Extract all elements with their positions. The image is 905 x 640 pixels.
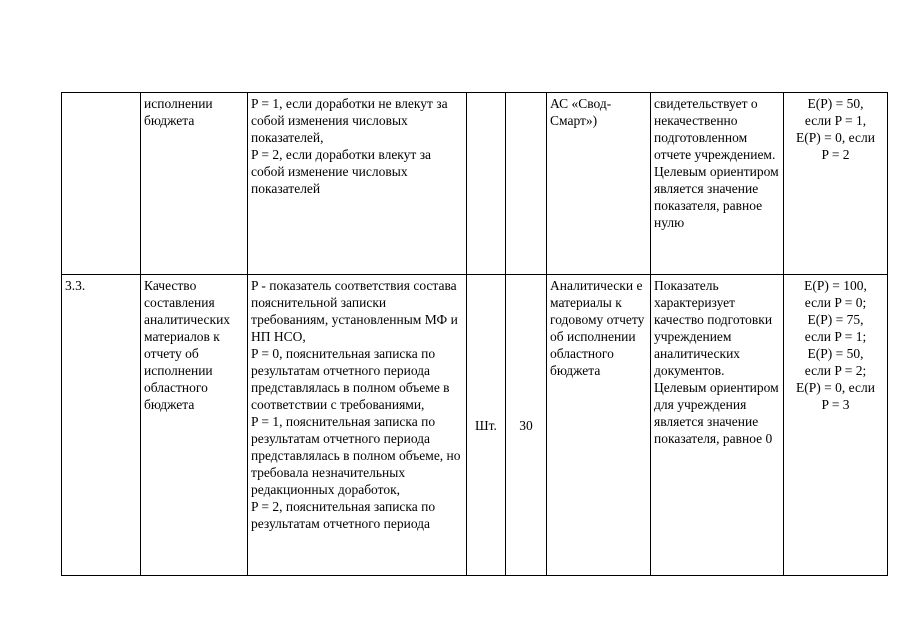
weight-cell: 30 [506, 275, 547, 576]
evaluation-cell: E(P) = 100, если P = 0; E(P) = 75, если P = 1; E(P) = 50, если P = 2; E(P) = 0, если P = 3 [784, 275, 888, 576]
formula-cell: P - показатель соответствия состава пояснительной записки требованиям, установленным МФ и НП НСО, P = 0, пояснительная записка по результатам отчетного периода представлялась в полном объеме в соответствии с требованиями, P = 1, пояснительная записка по результатам отчетного периода представлялась в полном объеме, но требовала незначительных редакционных доработок, P = 2, пояснительная записка по результатам отчетного периода [248, 275, 467, 576]
unit-cell: Шт. [467, 275, 506, 576]
source-cell: АС «Свод-Смарт») [547, 93, 651, 275]
indicator-table [61, 92, 888, 576]
weight-cell [506, 93, 547, 275]
unit-cell [467, 93, 506, 275]
comment-cell: Показатель характеризует качество подготовки учреждением аналитических документов. Целевым ориентиром для учреждения является значение показателя, равное 0 [651, 275, 784, 576]
indicator-name-cell: исполнении бюджета [141, 93, 248, 275]
evaluation-cell: E(P) = 50, если P = 1, E(P) = 0, если P = 2 [784, 93, 888, 275]
row-number-cell: 3.3. [62, 275, 141, 576]
row-number-cell [62, 93, 141, 275]
source-cell: Аналитически е материалы к годовому отчету об исполнении областного бюджета [547, 275, 651, 576]
table-row [62, 93, 888, 275]
comment-cell: свидетельствует о некачественно подготовленном отчете учреждением. Целевым ориентиром является значение показателя, равное нулю [651, 93, 784, 275]
table-row [62, 275, 888, 576]
indicator-name-cell: Качество составления аналитических материалов к отчету об исполнении областного бюджета [141, 275, 248, 576]
formula-cell: P = 1, если доработки не влекут за собой изменения числовых показателей, P = 2, если доработки влекут за собой изменение числовых показателей [248, 93, 467, 275]
